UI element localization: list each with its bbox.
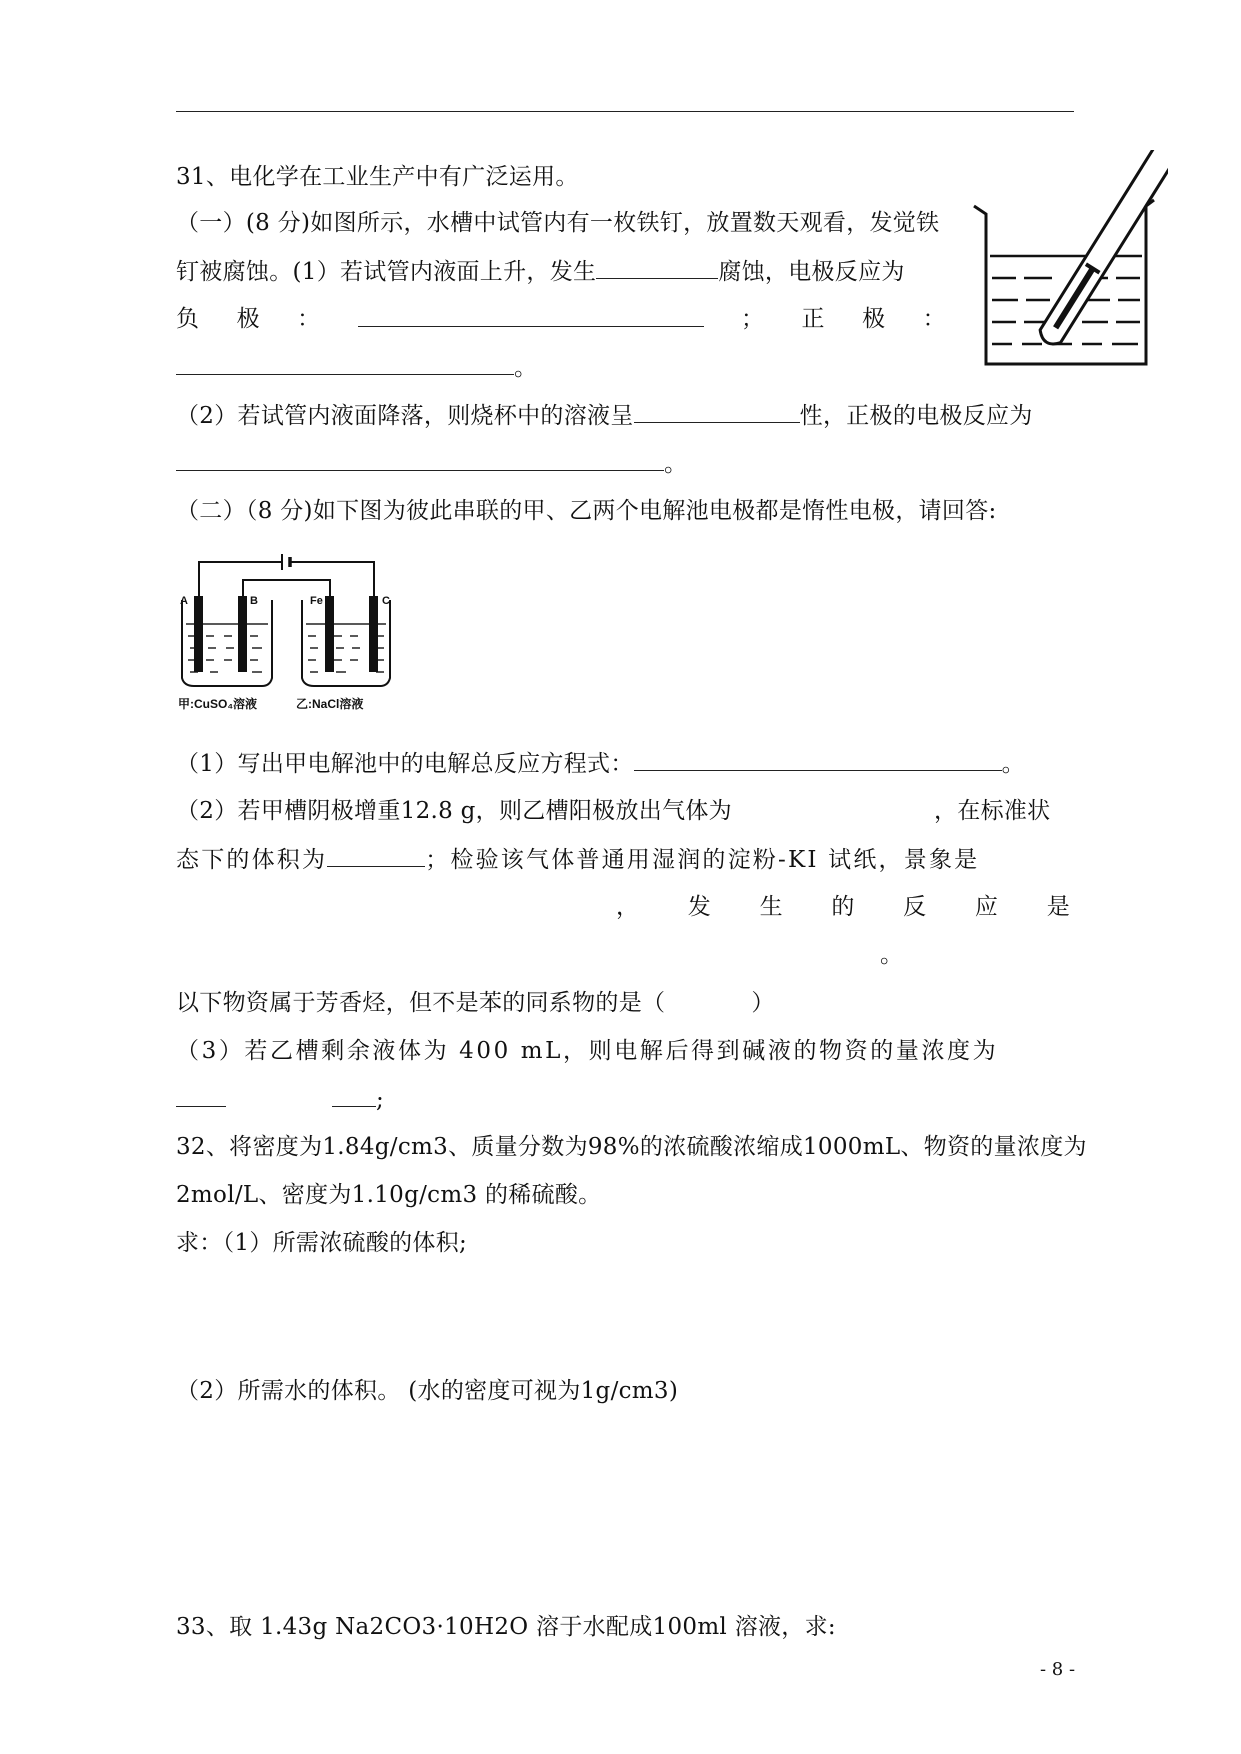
q31-part2-intro: （二）（8 分)如下图为彼此串联的甲、乙两个电解池电极都是惰性电极，请回答: xyxy=(176,498,997,524)
aromatic-question-text: 以下物资属于芳香烃，但不是苯的同系物的是（ xyxy=(176,990,666,1016)
beaker-test-tube-figure xyxy=(968,150,1168,375)
answer-blank-concentration-a[interactable] xyxy=(176,1084,226,1107)
q32-line2: 2mol/L、密度为1.10g/cm3 的稀硫酸。 xyxy=(176,1182,602,1208)
answer-blank-total-equation[interactable] xyxy=(634,748,1002,771)
q31-part2-q2-line1 xyxy=(176,796,1050,826)
q31-negative-colon: ： xyxy=(297,306,321,332)
q31-part2-q2-d: ；检验该气体普通用湿润的淀粉-KI 试纸，景象是 xyxy=(425,847,980,873)
q31-part1-line3 xyxy=(176,304,946,334)
electrode-label-c: C xyxy=(382,595,390,607)
q31-part2-q2-line2 xyxy=(176,844,979,875)
q31-part2-q2-c: 态下的体积为 xyxy=(176,847,328,873)
q31-end-mark-3: 。 xyxy=(1001,751,1025,777)
q31-positive-char2: 极 xyxy=(862,306,886,332)
q31-part2-q1-text: （1）写出甲电解池中的电解总反应方程式： xyxy=(176,751,634,777)
q31-negative-char2: 极 xyxy=(236,306,260,332)
cell-yi-label: 乙:NaCl溶液 xyxy=(296,697,364,711)
answer-blank-positive-reaction[interactable] xyxy=(176,448,664,471)
q31-part1-line2-b: 腐蚀，电极反应为 xyxy=(718,259,905,285)
q31-part1-line2 xyxy=(176,256,905,287)
q31-positive-char1: 正 xyxy=(801,306,825,332)
electrode-label-a: A xyxy=(180,595,188,607)
q31-reaction-char6: 是 xyxy=(1046,894,1070,920)
answer-blank-negative-electrode[interactable] xyxy=(358,304,704,327)
aromatic-question-end: ） xyxy=(751,990,775,1016)
q33-line1: 33、取 1.43g Na2CO3·10H2O 溶于水配成100ml 溶液，求: xyxy=(176,1614,836,1640)
q31-part1-line4 xyxy=(176,352,537,383)
q31-part1-line5 xyxy=(176,400,1033,431)
q31-reaction-char1: 发 xyxy=(687,894,712,920)
q31-positive-colon: ： xyxy=(922,306,946,332)
aromatic-question xyxy=(176,988,775,1018)
q31-reaction-comma: ， xyxy=(616,894,640,920)
q31-part2-q3-answer-line xyxy=(176,1084,384,1115)
q31-part2-q2-a: （2）若甲槽阴极增重12.8 g，则乙槽阳极放出气体为 xyxy=(176,798,732,824)
q31-semicolon: ； xyxy=(740,306,765,332)
q31-part1-line2-a: 钉被腐蚀。(1）若试管内液面上升，发生 xyxy=(176,259,597,285)
page-number: - 8 - xyxy=(1040,1659,1076,1680)
q31-part1-line5-a: （2）若试管内液面降落，则烧杯中的溶液呈 xyxy=(176,403,634,429)
electrolysis-cells-figure xyxy=(176,548,396,718)
q31-part1-line6 xyxy=(176,448,687,479)
answer-blank-volume[interactable] xyxy=(327,844,425,867)
q31-reaction-char4: 反 xyxy=(903,894,927,920)
q31-end-mark: 。 xyxy=(514,355,538,381)
electrode-label-fe: Fe xyxy=(310,595,323,607)
q31-reaction-char5: 应 xyxy=(974,894,999,920)
q31-end-mark-2: 。 xyxy=(664,451,688,477)
answer-blank-solution-property[interactable] xyxy=(634,400,800,423)
q31-part1-line5-b: 性，正极的电极反应为 xyxy=(799,403,1033,429)
q31-reaction-char2: 生 xyxy=(759,894,783,920)
q32-line3: 求：（1）所需浓硫酸的体积; xyxy=(176,1230,468,1256)
answer-blank-positive-electrode[interactable] xyxy=(176,352,514,375)
answer-blank-corrosion[interactable] xyxy=(596,256,718,279)
q31-end-mark-4: 。 xyxy=(880,942,904,968)
q31-part2-q1 xyxy=(176,748,1025,779)
q31-part2-q2-line3 xyxy=(616,892,1070,922)
q31-part2-q3: （3）若乙槽剩余液体为 400 mL，则电解后得到碱液的物资的量浓度为 xyxy=(176,1038,999,1064)
q31-part2-q3-end: ; xyxy=(376,1087,385,1113)
q31-part2-q2-b: ，在标准状 xyxy=(933,798,1051,824)
q31-title: 31、电化学在工业生产中有广泛运用。 xyxy=(176,164,579,190)
electrode-label-b: B xyxy=(250,595,258,607)
q31-part1-line1: （一）(8 分)如图所示，水槽中试管内有一枚铁钉，放置数天观看，发觉铁 xyxy=(176,210,940,236)
q31-negative-char1: 负 xyxy=(176,306,200,332)
q31-reaction-char3: 的 xyxy=(831,894,855,920)
q32-line4: （2）所需水的体积。 (水的密度可视为1g/cm3) xyxy=(176,1378,679,1404)
q32-line1: 32、将密度为1.84g/cm3、质量分数为98%的浓硫酸浓缩成1000mL、物资的量浓度为 xyxy=(176,1134,1087,1160)
cell-jia-label: 甲:CuSO₄溶液 xyxy=(178,697,258,711)
header-rule xyxy=(176,111,1074,112)
answer-blank-concentration-b[interactable] xyxy=(332,1084,376,1107)
